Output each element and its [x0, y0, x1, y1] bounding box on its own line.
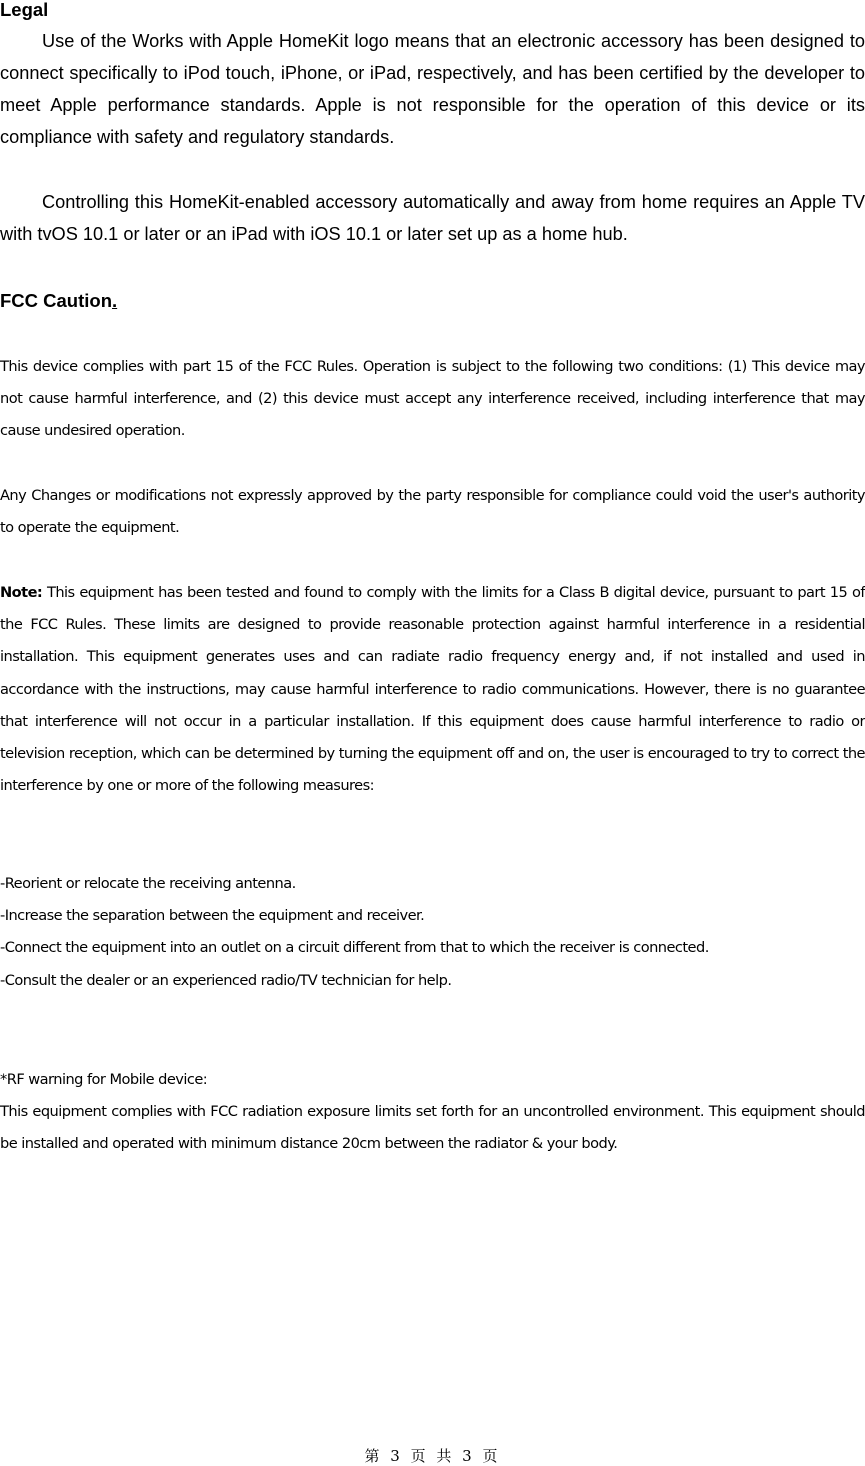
list-item: -Reorient or relocate the receiving antenna. — [0, 875, 296, 892]
list-item: -Consult the dealer or an experienced radio/TV technician for help. — [0, 971, 452, 989]
note-label: Note: — [0, 584, 43, 601]
list-item: -Increase the separation between the equipment and receiver. — [0, 907, 425, 925]
fcc-caution-title: FCC Caution — [0, 290, 113, 311]
legal-paragraph-logo: Use of the Works with Apple HomeKit logo means that an electronic accessory has been designed to connect specifically to iPod touch, iPhone, or iPad, respectively, and has been certified by the developer to meet Apple performance standards. Apple is not responsible for the operation of this device or its compliance with safety and regulatory standards. — [0, 31, 865, 147]
fcc-note-paragraph — [0, 577, 865, 802]
rf-warning-paragraph: This equipment complies with FCC radiation exposure limits set forth for an uncontrolled environment. This equipment should be installed and operated with minimum distance 20cm between the radiator & your body. — [0, 1103, 865, 1153]
measures-list — [0, 868, 865, 997]
legal-paragraph-homekit: Controlling this HomeKit-enabled accessory automatically and away from home requires an Apple TV with tvOS 10.1 or later or an iPad with iOS 10.1 or later set up as a home hub. — [0, 192, 865, 244]
fcc-compliance-paragraph: This device complies with part 15 of the FCC Rules. Operation is subject to the following two conditions: (1) This device may not cause harmful interference, and (2) this device must accept any interference received, including interference that may cause undesired operation. — [0, 358, 865, 440]
fcc-caution-period: . — [112, 290, 118, 311]
list-item: -Connect the equipment into an outlet on a circuit different from that to which the receiver is connected. — [0, 939, 709, 957]
note-text: This equipment has been tested and found to comply with the limits for a Class B digital device, pursuant to part 15 of the FCC Rules. These limits are designed to provide reasonable protection against harmful interference in a residential installation. This equipment generates uses and can radiate radio frequency energy and, if not installed and used in accordance with the instructions, may cause harmful interference to radio communications. However, there is no guarantee that interference will not occur in a particular installation. If this equipment does cause harmful interference to radio or television reception, which can be determined by turning the equipment off and on, the user is encouraged to try to correct the interference by one or more of the following measures: — [0, 584, 865, 795]
fcc-modifications-paragraph: Any Changes or modifications not expressly approved by the party responsible for compliance could void the user's authority to operate the equipment. — [0, 487, 865, 537]
fcc-caution-heading — [0, 291, 865, 311]
legal-heading: Legal — [0, 0, 49, 20]
rf-warning-heading: *RF warning for Mobile device: — [0, 1071, 208, 1088]
page-number-footer: 第 3 页 共 3 页 — [364, 1447, 501, 1465]
